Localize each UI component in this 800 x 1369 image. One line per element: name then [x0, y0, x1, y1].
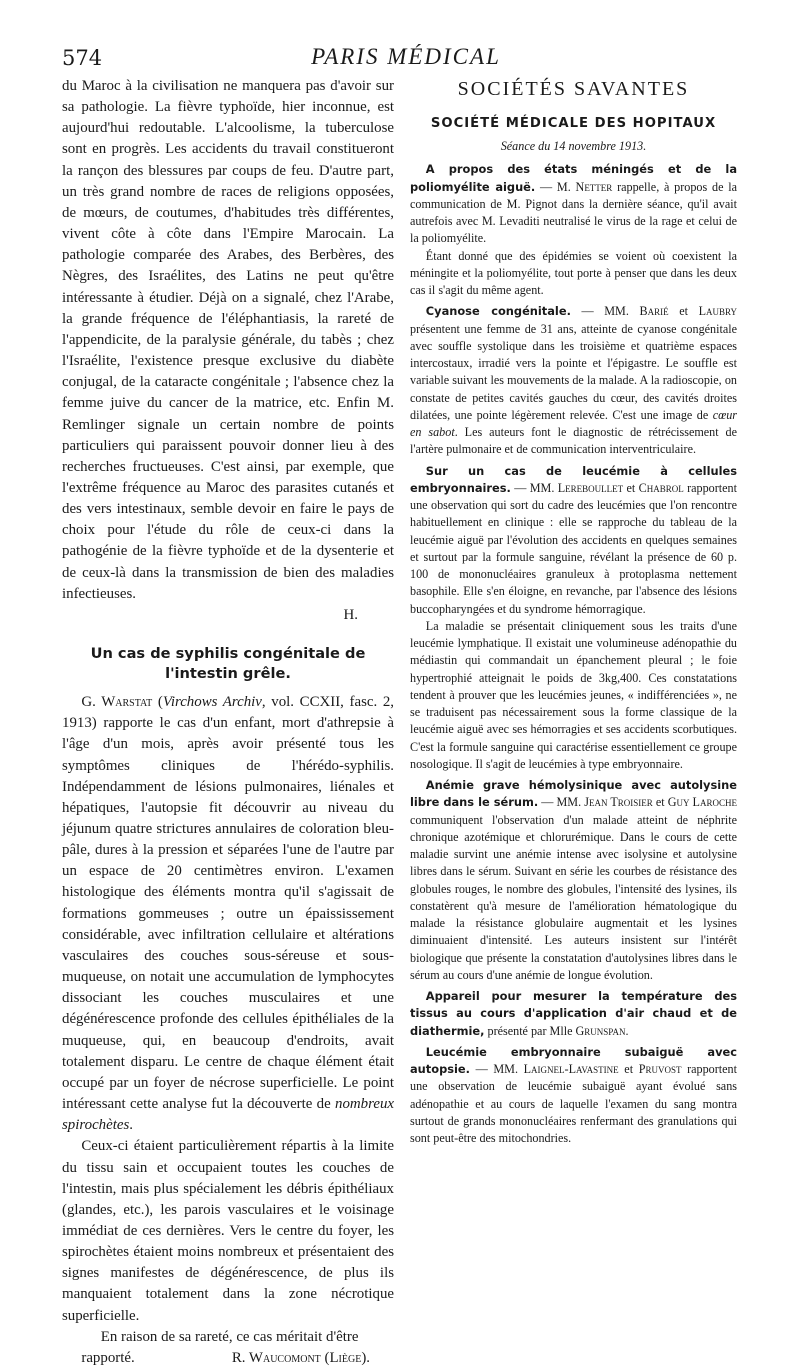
spirochetes-emphasis: nombreux spirochètes [62, 1096, 394, 1134]
seance-date: Séance du 14 novembre 1913. [500, 139, 647, 153]
article-paragraph: En raison de sa rareté, ce cas méritait d'être rapporté. [81, 1328, 359, 1366]
report-paragraph: La maladie se présentait cliniquement sous les traits d'une leucémie lymphatique. Il existait une volumineuse adénopathie du médiastin qui commandait un épanchement pleural ; le foie hypertrophié atteignait le poids de 3kg,400. Ces constatations tendent à prouver que les leucémies jeunes, « indifférenciées », ne se traduisent pas nécessairement sous la forme classique de la leucémie aiguë avec ses hémorragies et ses accidents scorbutiques. C'est la formule sanguine qui caractérise essentiellement ce groupe nosologique. Il s'agit de leucémies à type embryonnaire. [410, 618, 737, 771]
report-title: Anémie grave hémolysinique avec autolysine libre dans le sérum. [410, 778, 737, 810]
report-title: Appareil pour mesurer la température des tissus au cours d'application d'air chaud et de diathermie, [410, 989, 737, 1038]
report-text: rappelle, à propos de la communication de M. Pignot dans la dernière séance, qu'il avait autrefois avec M. Levaditi neutralisé le virus de la rage et celui de la poliomyélite. [410, 179, 738, 246]
report-author: Laubry [698, 304, 737, 319]
sentence-end: . [625, 1023, 629, 1038]
report-author: Lereboullet [557, 480, 624, 495]
author-name: G. Warstat [81, 694, 153, 711]
report-author: Chabrol [638, 480, 684, 495]
report-paragraph: Étant donné que des épidémies se voient où coexistent la méningite et la poliomyélite, tout porte à penser que dans les deux cas il s'agit du même agent. [410, 248, 737, 297]
society-title: SOCIÉTÉ MÉDICALE DES HOPITAUX [430, 116, 717, 131]
report-text: rapportent une observation de leucémie subaiguë ayant évolué sans adénopathie et au cours de laquelle l'examen du sang montra surtout de grands mononucléaires renfermant des granulations qui sont peut-être des mitochondries. [410, 1062, 737, 1145]
report-text: . Les auteurs font le diagnostic de rétrécissement de l'artère pulmonaire et de communication interventriculaire. [410, 425, 737, 457]
report-entry [410, 988, 737, 1040]
report-title: Leucémie embryonnaire subaiguë avec autopsie. [410, 1044, 737, 1076]
page-number: 574 [62, 46, 103, 70]
citation-text: , vol. CCXII, fasc. 2, 1913) rapporte le cas d'un enfant, mort d'athrepsie à l'âge d'un mois, après avoir présenté tous les symptômes cliniques de l'hérédo-syphilis. Indépendamment de lésions pulmonaires, liénales et hépatiques, l'autopsie fit découvrir au niveau du jéjunum quatre strictures annulaires de coloration bleu-pâle, dures à la pression et séparées l'une de l'autre par un espace de 20 centimètres environ. L'examen histologique des éléments montra qu'il s'agissait de formations gommeuses ; outre un épaississement considérable, avec infiltration cellulaire et altérations vasculaires des couches sous-séreuse et sous-muqueuse, on notait une accumulation de lymphocytes dissociant les couches musculaires et une dégénérescence profonde des cellules épithéliales de la muqueuse, qui, en beaucoup d'endroits, avait totalement disparu. Le centre de chaque élément était occupé par un foyer de nécrose superficielle. Le point intéressant cette analyse fut la découverte de [62, 694, 395, 1113]
report-dash: — MM. [469, 1062, 524, 1076]
report-author: Netter [575, 179, 613, 194]
report-author: Guy Laroche [667, 795, 737, 810]
article-paragraph: Ceux-ci étaient particulièrement répartis à la limite du tissu sain et occupaient toutes les couches de l'intestin, mais plus spécialement les débris épithéliaux (glandes, etc.), les parois vasculaires et le voisinage immédiat de ces dernières. Vers le centre du foyer, les spirochètes étaient moins nombreux et présentaient des signes manifestes de dégénérescence, de plus ils manquaient totalement dans la zone nécrotique superficielle. [62, 1138, 394, 1324]
report-title: Cyanose congénitale. [425, 304, 571, 319]
report-conjunction: et [623, 480, 639, 495]
sentence-end: . [129, 1117, 134, 1134]
report-entry [410, 1044, 737, 1148]
report-author: Barié [639, 304, 669, 319]
report-dash: — M. [535, 179, 576, 194]
report-entry [410, 777, 737, 984]
report-dash: — MM. [510, 480, 558, 495]
report-emphasis: cœur en sabot [410, 407, 737, 439]
report-entry [410, 463, 737, 618]
report-title: A propos des états méningés et de la poliomyélite aiguë. [410, 162, 737, 194]
article-paragraph [62, 692, 394, 1136]
article-signature: R. Waucomont (Liège). [231, 1350, 370, 1367]
report-entry [410, 303, 737, 458]
intro-paragraph: du Maroc à la civilisation ne manquera pas d'avoir sur sa pathologie. La fièvre typhoïde, hier inconnue, est aujourd'hui redoutable. L'alcoolisme, la tuberculose sont en progrès. Les accidents du travail constitueront la rançon des blessures par coups de feu. D'autre part, un très grand nombre de races de religions opposées, de mœurs, de coutumes, d'habitudes très différentes, vivent côte à côte dans l'Empire Marocain. La pathologie comparée des Arabes, des Berbères, des Nègres, des Israélites, des Latins ne peut qu'être intéressante à étudier. Déjà on a signalé, chez l'Arabe, la grande fréquence de l'éléphantiasis, la rareté de l'appendicite, de la paralysie générale, du tabès ; chez l'Israélite, l'existence presque exclusive du diabète conjugal, de la cataracte congénitale ; l'absence chez la femme juive du cancer de la matrice, etc. Enfin M. Remlinger signale un certain nombre de points particuliers qui paraissent pouvoir donner lieu à des recherches fructueuses. C'est ainsi, par exemple, que l'extrême fréquence au Maroc des parasites cutanés et des vers intestinaux, semble devoir en faire le pays de choix pour l'étude du rôle de ceux-ci dans la pathogénie de la fièvre typhoïde et de la dysenterie et de ceux-là dans la transmission de bien des maladies infectieuses. [62, 78, 394, 602]
journal-name: Virchows Archiv [162, 694, 262, 711]
report-text: présentent une femme de 31 ans, atteinte de cyanose congénitale avec souffle systolique dans les troisième et quatrième espaces intercostaux, irradié vers la pointe et l'épigastre. Le souffle est variable suivant les mouvements de la malade. A la radioscopie, on constate de petites cavités gauches du cœur, des cavités droites dilatées, une pointe légèrement relevée. C'est une image de [410, 321, 737, 422]
report-title: Sur un cas de leucémie à cellules embryonnaires. [410, 463, 737, 495]
right-column [410, 76, 737, 1147]
report-dash: — MM. [538, 795, 585, 810]
report-conjunction: et [652, 795, 668, 810]
report-conjunction: et [618, 1062, 639, 1076]
running-title: PARIS MÉDICAL [311, 44, 501, 69]
page-header [62, 44, 750, 70]
report-entry [410, 161, 737, 247]
report-author: Grunspan [575, 1023, 626, 1038]
report-author: Pruvost [638, 1062, 682, 1076]
intro-signature: H. [343, 606, 358, 623]
report-text: rapportent une observation qui sort du cadre des leucémies que l'on rencontre habituellement en clinique : elle se rapproche du tableau de la leucémie aiguë par l'évolution des accidents en quelques semaines et surtout par la formule sanguine, révélant la présence de 60 p. 100 de mononucléaires granuleux à protoplasma nettement basophile. Elle s'en éloigne, en revanche, par l'absence des lésions buccopharyngées et du syndrome hémorragique. [410, 480, 737, 616]
left-column [62, 76, 394, 1369]
report-author: Jean Troisier [584, 795, 653, 810]
report-dash: — MM. [570, 304, 640, 319]
open-paren: ( [152, 694, 163, 711]
article-title: Un cas de syphilis congénitale de l'intestin grêle. [90, 645, 366, 683]
report-conjunction: et [668, 304, 699, 319]
report-text: communiquent l'observation d'un malade atteint de néphrite chronique azotémique et chlorurémique. Dans le cours de cette maladie survint une anémie intense avec isolysine et autolysine libres dans le sérum. Suivant en série les courbes de résistance des globules rouges, le nombre des globules, l'intensité des lysines, ils constatèrent qu'à mesure de l'amélioration hématologique du malade la résistance globulaire augmentait et les lysines diminuaient d'intensité. Les auteurs insistent sur l'intérêt biologique que présente la constatation d'autolysines libres dans le sérum au cours d'une anémie de longue évolution. [410, 812, 737, 982]
report-text: présenté par Mlle [484, 1023, 576, 1038]
section-title: SOCIÉTÉS SAVANTES [457, 78, 690, 100]
report-author: Laignel-Lavastine [523, 1062, 619, 1076]
